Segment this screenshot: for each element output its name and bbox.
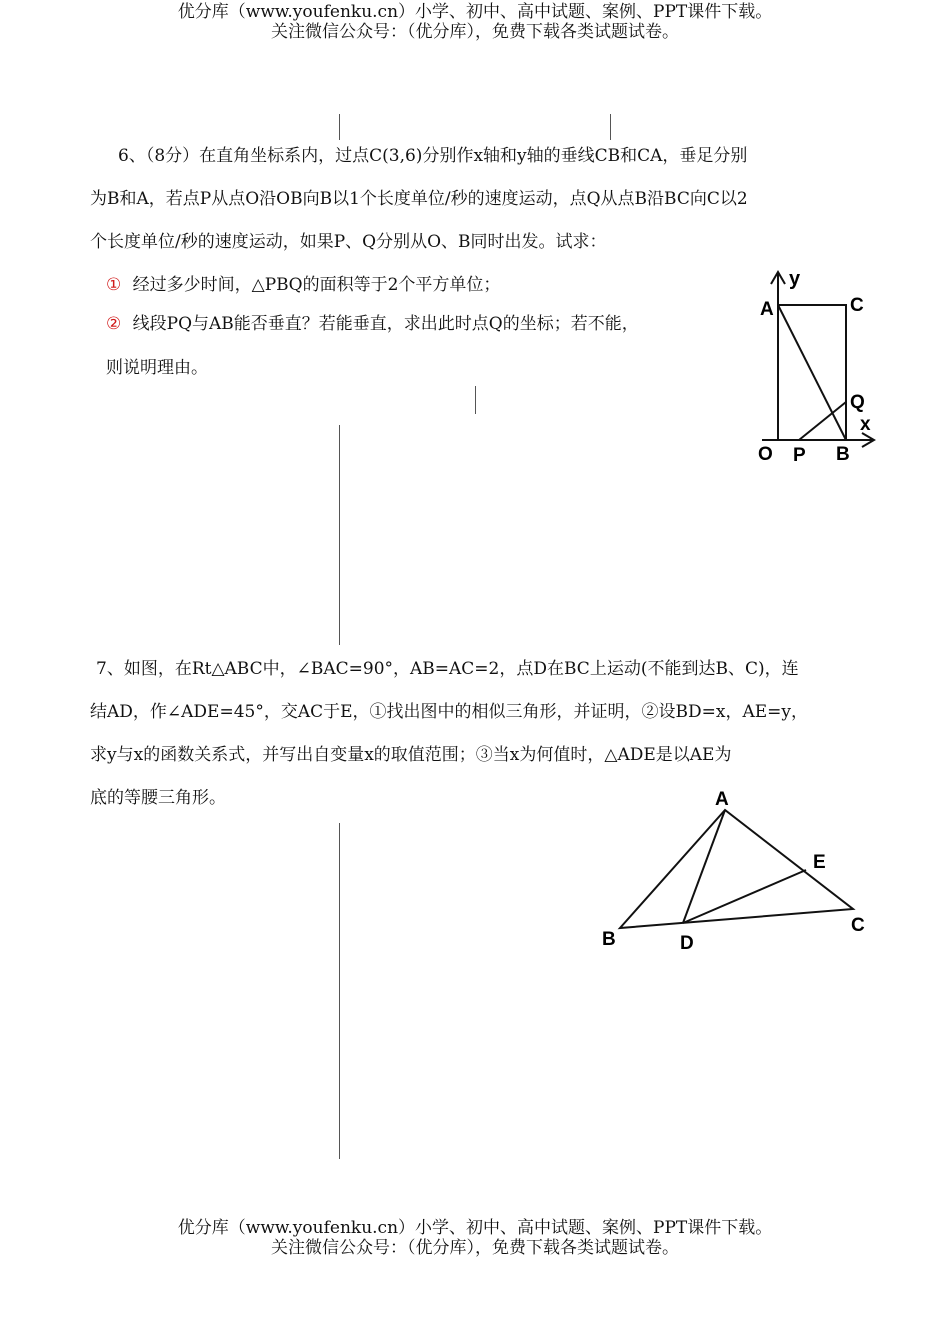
- q7-line3: 求y与x的函数关系式，并写出自变量x的取值范围；③当x为何值时，△ADE是以AE为: [90, 745, 732, 765]
- label-c: C: [851, 915, 865, 936]
- item-text: 线段PQ与AB能否垂直？若能垂直，求出此时点Q的坐标；若不能，: [132, 314, 639, 334]
- page-header-line1: 优分库（www.youfenku.cn）小学、初中、高中试题、案例、PPT课件下载。: [177, 2, 773, 22]
- label-p: P: [793, 445, 806, 466]
- label-y: y: [789, 268, 801, 290]
- label-b: B: [602, 929, 616, 950]
- page-header-line2: 关注微信公众号：（优分库），免费下载各类试题试卷。: [271, 22, 679, 42]
- label-c: C: [850, 295, 864, 316]
- segment-pq: [799, 402, 846, 440]
- item-number: ①: [106, 275, 122, 295]
- q6-line3: 个长度单位/秒的速度运动，如果P、Q分别从O、B同时出发。试求：: [90, 232, 607, 252]
- label-b: B: [836, 444, 850, 465]
- page-footer-line1: 优分库（www.youfenku.cn）小学、初中、高中试题、案例、PPT课件下载。: [177, 1218, 773, 1238]
- item-text: 经过多少时间，△PBQ的面积等于2个平方单位；: [132, 275, 501, 295]
- item-number: ②: [106, 314, 122, 334]
- q6-coordinate-figure: [752, 264, 882, 474]
- question-6: [90, 135, 870, 264]
- page-footer-line2: 关注微信公众号：（优分库），免费下载各类试题试卷。: [271, 1238, 679, 1258]
- q6-line1: 6、（8分）在直角坐标系内，过点C(3,6)分别作x轴和y轴的垂线CB和CA，垂足分别: [118, 146, 748, 166]
- segment-ab: [778, 305, 846, 440]
- label-a: A: [715, 789, 729, 810]
- q7-line2: 结AD，作∠ADE=45°，交AC于E，①找出图中的相似三角形，并证明，②设BD=x，AE=y，: [90, 702, 809, 722]
- label-o: O: [758, 444, 773, 465]
- label-q: Q: [850, 392, 865, 413]
- label-a: A: [760, 299, 774, 320]
- q6-item-2-continued: 则说明理由。: [106, 358, 208, 378]
- q6-item-2: [106, 309, 639, 334]
- divider-mark: [475, 386, 476, 414]
- q6-item-1: [106, 270, 500, 295]
- q7-line1: 7、如图，在Rt△ABC中，∠BAC=90°，AB=AC=2，点D在BC上运动(不能到达B、C)，连: [96, 659, 799, 679]
- label-e: E: [813, 852, 826, 873]
- q7-line4: 底的等腰三角形。: [90, 788, 226, 808]
- q7-triangle-figure: [595, 785, 880, 960]
- q6-line2: 为B和A，若点P从点O沿OB向B以1个长度单位/秒的速度运动，点Q从点B沿BC向C以2: [90, 189, 748, 209]
- label-d: D: [680, 933, 694, 954]
- divider-line: [339, 425, 340, 645]
- label-x: x: [860, 414, 871, 435]
- divider-line: [339, 823, 340, 1159]
- segment-ad: [683, 810, 725, 923]
